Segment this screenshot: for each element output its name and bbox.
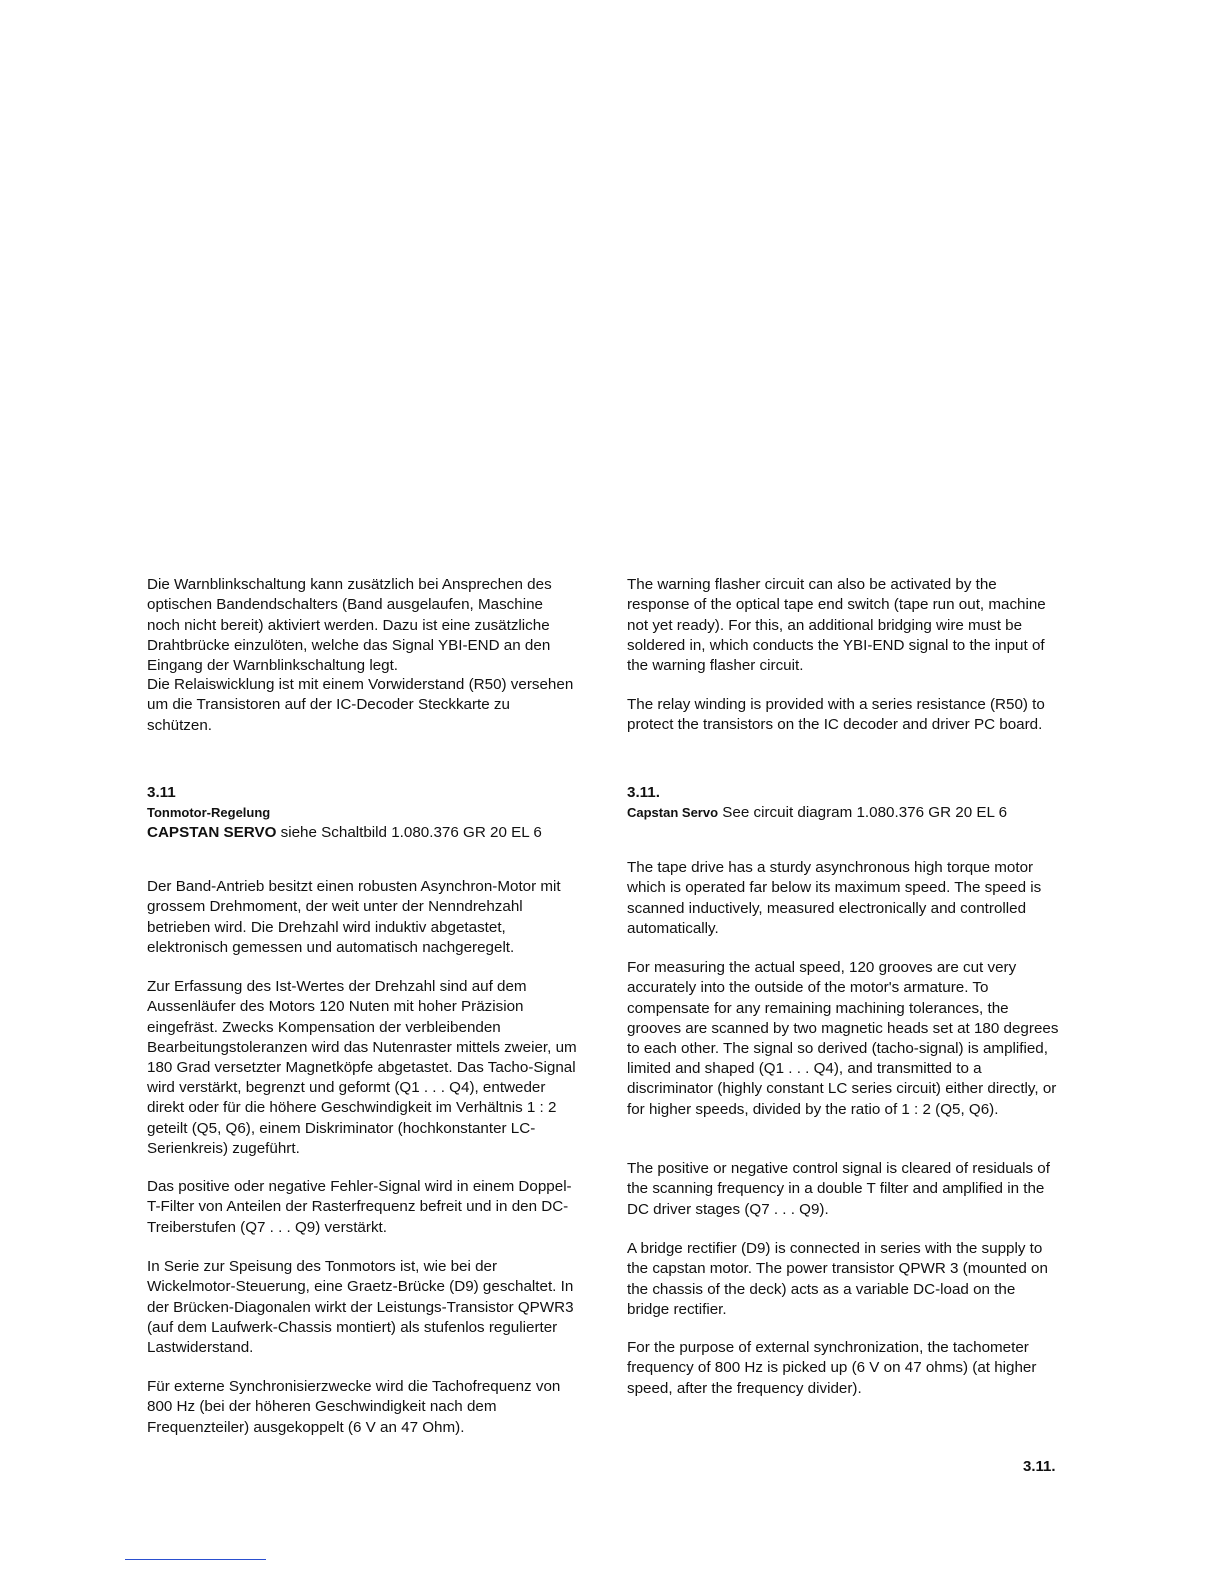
de-intro-paragraph-2: Die Relaiswicklung ist mit einem Vorwiderstand (R50) versehen um die Transistoren auf der IC-Decoder Steckkarte zu schützen.	[147, 676, 574, 734]
en-paragraph-5: For the purpose of external synchronization, the tachometer frequency of 800 Hz is picked up (6 V on 47 ohms) (at higher speed, after the frequency divider).	[627, 1339, 1037, 1397]
en-intro-paragraph-2: The relay winding is provided with a series resistance (R50) to protect the transistors on the IC decoder and driver PC board.	[627, 696, 1045, 734]
de-section-heading	[147, 783, 579, 844]
en-paragraph-4: A bridge rectifier (D9) is connected in series with the supply to the capstan motor. The power transistor QPWR 3 (mounted on the chassis of the deck) acts as a variable DC-load on the bridge rectifier.	[627, 1240, 1048, 1318]
de-paragraph-3: Das positive oder negative Fehler-Signal wird in einem Doppel-T-Filter von Anteilen der Rasterfrequenz befreit und in den DC-Treiberstufen (Q7 . . . Q9) verstärkt.	[147, 1178, 572, 1236]
de-section-subtitle: Tonmotor-Regelung	[147, 805, 271, 821]
en-paragraph-1: The tape drive has a sturdy asynchronous high torque motor which is operated far below its maximum speed. The speed is scanned inductively, measured electronically and controlled automatically.	[627, 859, 1042, 937]
de-paragraph-4: In Serie zur Speisung des Tonmotors ist, wie bei der Wickelmotor-Steuerung, eine Graetz-Brücke (D9) geschaltet. In der Brücken-Diagonalen wirkt der Leistungs-Transistor QPWR3 (auf dem Laufwerk-Chassis montiert) als stufenlos regulierter Lastwiderstand.	[147, 1258, 574, 1356]
de-section-title	[147, 823, 579, 843]
de-paragraph-2: Zur Erfassung des Ist-Wertes der Drehzahl sind auf dem Aussenläufer des Motors 120 Nuten mit hoher Präzision eingefräst. Zwecks Kompensation der verbleibenden Bearbeitungstoleranzen wird das Nutenraster mittels zweier, um 180 Grad versetzter Magnetköpfe abgetastet. Das Tacho-Signal wird verstärkt, begrenzt und geformt (Q1 . . . Q4), entweder direkt oder für die höhere Geschwindigkeit im Verhältnis 1 : 2 geteilt (Q5, Q6), einem Diskriminator (hochkonstanter LC-Serienkreis) zugeführt.	[147, 978, 577, 1157]
de-intro-paragraph-1: Die Warnblinkschaltung kann zusätzlich bei Ansprechen des optischen Bandendschalters (Band ausgelaufen, Maschine noch nicht bereit) aktiviert werden. Dazu ist eine zusätzliche Drahtbrücke einzulöten, welche das Signal YBI-END an den Eingang der Warnblinkschaltung legt.	[147, 576, 552, 674]
en-paragraph-3: The positive or negative control signal is cleared of residuals of the scanning frequency in a double T filter and amplified in the DC driver stages (Q7 . . . Q9).	[627, 1160, 1050, 1218]
de-section-title-bold: CAPSTAN SERVO	[147, 824, 277, 842]
en-section-number: 3.11.	[627, 784, 660, 801]
de-section-number: 3.11	[147, 784, 176, 801]
en-section-heading	[627, 783, 1059, 823]
en-section-title-bold: Capstan Servo	[627, 805, 719, 821]
en-section-title-rest: See circuit diagram 1.080.376 GR 20 EL 6	[718, 804, 1008, 822]
en-section-title	[627, 803, 1059, 823]
page-number: 3.11.	[1023, 1458, 1056, 1475]
footer-rule	[125, 1559, 266, 1560]
de-section-title-rest: siehe Schaltbild 1.080.376 GR 20 EL 6	[276, 824, 542, 842]
en-paragraph-2: For measuring the actual speed, 120 grooves are cut very accurately into the outside of the motor's armature. To compensate for any remaining machining tolerances, the grooves are scanned by two magnetic heads set at 180 degrees to each other. The signal so derived (tacho-signal) is amplified, limited and shaped (Q1 . . . Q4), and transmitted to a discriminator (highly constant LC series circuit) either directly, or for higher speeds, divided by the ratio of 1 : 2 (Q5, Q6).	[627, 959, 1059, 1118]
de-paragraph-1: Der Band-Antrieb besitzt einen robusten Asynchron-Motor mit grossem Drehmoment, der weit unter der Nenndrehzahl betrieben wird. Die Drehzahl wird induktiv abgetastet, elektronisch gemessen und automatisch nachgeregelt.	[147, 878, 561, 956]
en-intro-paragraph-1: The warning flasher circuit can also be activated by the response of the optical tape end switch (tape run out, machine not yet ready). For this, an additional bridging wire must be soldered in, which conducts the YBI-END signal to the input of the warning flasher circuit.	[627, 576, 1046, 674]
de-paragraph-5: Für externe Synchronisierzwecke wird die Tachofrequenz von 800 Hz (bei der höheren Geschwindigkeit nach dem Frequenzteiler) ausgekoppelt (6 V an 47 Ohm).	[147, 1378, 561, 1436]
